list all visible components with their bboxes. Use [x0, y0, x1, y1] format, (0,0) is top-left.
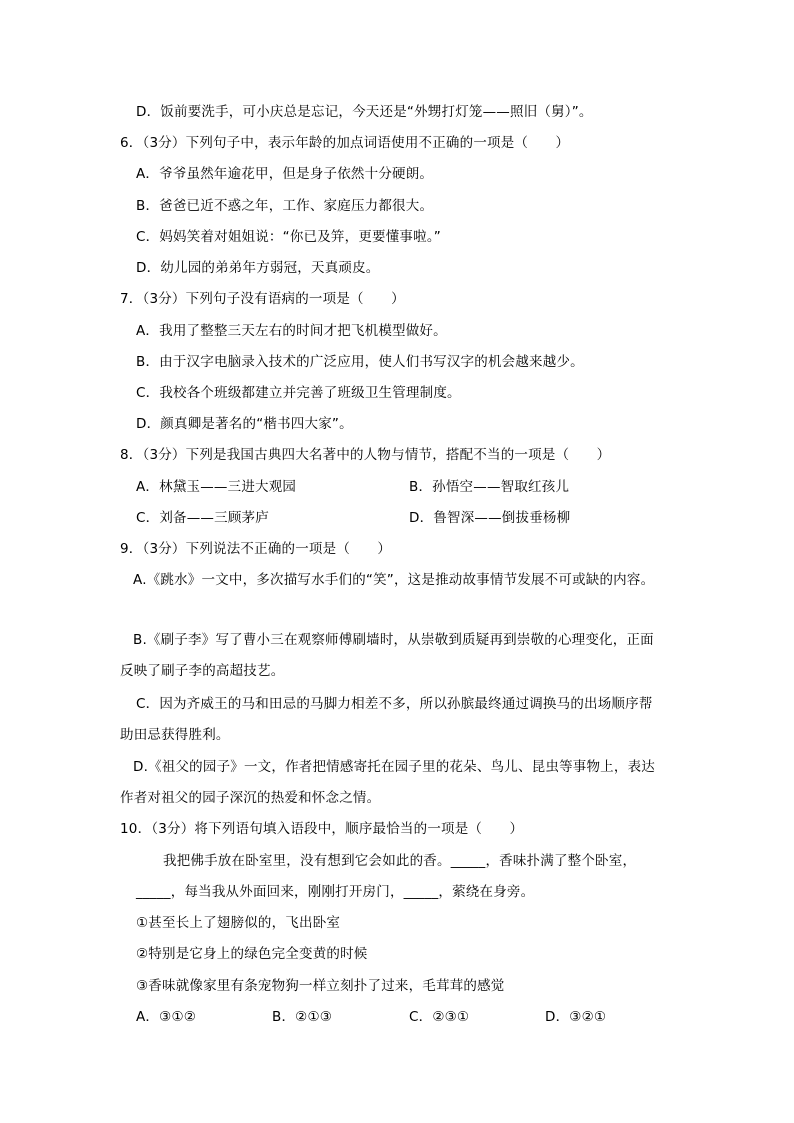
q6-option-b: B．爸爸已近不惑之年，工作、家庭压力都很大。 — [136, 198, 434, 214]
q9-option-b: B.《刷子李》写了曹小三在观察师傅刷墙时，从崇敬到质疑再到崇敬的心理变化，正面 — [133, 632, 654, 648]
q6-option-a: A．爷爷虽然年逾花甲，但是身子依然十分硬朗。 — [136, 166, 434, 182]
q9-option-b-cont: 反映了刷子李的高超技艺。 — [120, 663, 285, 679]
q9-option-d: D.《祖父的园子》一文，作者把情感寄托在园子里的花朵、鸟儿、昆虫等事物上，表达 — [133, 759, 655, 775]
q6-option-d: D．幼儿园的弟弟年方弱冠，天真顽皮。 — [136, 260, 380, 276]
q8-option-d: D．鲁智深——倒拔垂杨柳 — [409, 510, 571, 526]
q10-option-a: A．③①② — [136, 1009, 197, 1025]
q7-option-d: D．颜真卿是著名的“楷书四大家”。 — [136, 416, 353, 432]
q10-stem: 10．（3分）将下列语句填入语段中，顺序最恰当的一项是（ ） — [120, 821, 524, 837]
q7-option-a: A．我用了整整三天左右的时间才把飞机模型做好。 — [136, 323, 447, 339]
q7-stem: 7．（3分）下列句子没有语病的一项是（ ） — [120, 291, 405, 307]
q10-sentence-1: ①甚至长上了翅膀似的，飞出卧室 — [136, 915, 341, 931]
q7-option-b: B．由于汉字电脑录入技术的广泛应用，使人们书写汉字的机会越来越少。 — [136, 354, 584, 370]
q9-option-a: A.《跳水》一文中，多次描写水手们的“笑”，这是推动故事情节发展不可或缺的内容。 — [133, 572, 655, 588]
q6-stem: 6．（3分）下列句子中，表示年龄的加点词语使用不正确的一项是（ ） — [120, 135, 570, 151]
q9-stem: 9．（3分）下列说法不正确的一项是（ ） — [120, 541, 392, 557]
q10-sentence-3: ③香味就像家里有条宠物狗一样立刻扑了过来，毛茸茸的感觉 — [136, 978, 505, 994]
q7-option-c: C．我校各个班级都建立并完善了班级卫生管理制度。 — [136, 385, 461, 401]
q8-option-c: C．刘备——三顾茅庐 — [136, 510, 269, 526]
q10-passage-line2: _____，每当我从外面回来，刚刚打开房门，_____，萦绕在身旁。 — [136, 884, 535, 900]
q10-option-b: B．②①③ — [272, 1009, 333, 1025]
q6-option-c: C．妈妈笑着对姐姐说：“你已及笄，更要懂事啦。” — [136, 229, 441, 245]
q8-option-a: A．林黛玉——三进大观园 — [136, 479, 297, 495]
q9-option-c: C．因为齐威王的马和田忌的马脚力相差不多，所以孙膑最终通过调换马的出场顺序帮 — [136, 696, 653, 712]
q10-passage-line1: 我把佛手放在卧室里，没有想到它会如此的香。_____，香味扑满了整个卧室， — [163, 853, 637, 869]
q9-option-c-cont: 助田忌获得胜利。 — [120, 727, 230, 743]
q8-option-b: B．孙悟空——智取红孩儿 — [409, 479, 570, 495]
q10-option-c: C．②③① — [409, 1009, 470, 1025]
q10-sentence-2: ②特别是它身上的绿色完全变黄的时候 — [136, 946, 368, 962]
q10-option-d: D．③②① — [545, 1009, 607, 1025]
q8-stem: 8．（3分）下列是我国古典四大名著中的人物与情节，搭配不当的一项是（ ） — [120, 447, 611, 463]
q5-option-d: D．饭前要洗手，可小庆总是忘记，今天还是“外甥打灯笼——照旧（舅）”。 — [136, 104, 593, 120]
q9-option-d-cont: 作者对祖父的园子深沉的热爱和怀念之情。 — [120, 790, 381, 806]
